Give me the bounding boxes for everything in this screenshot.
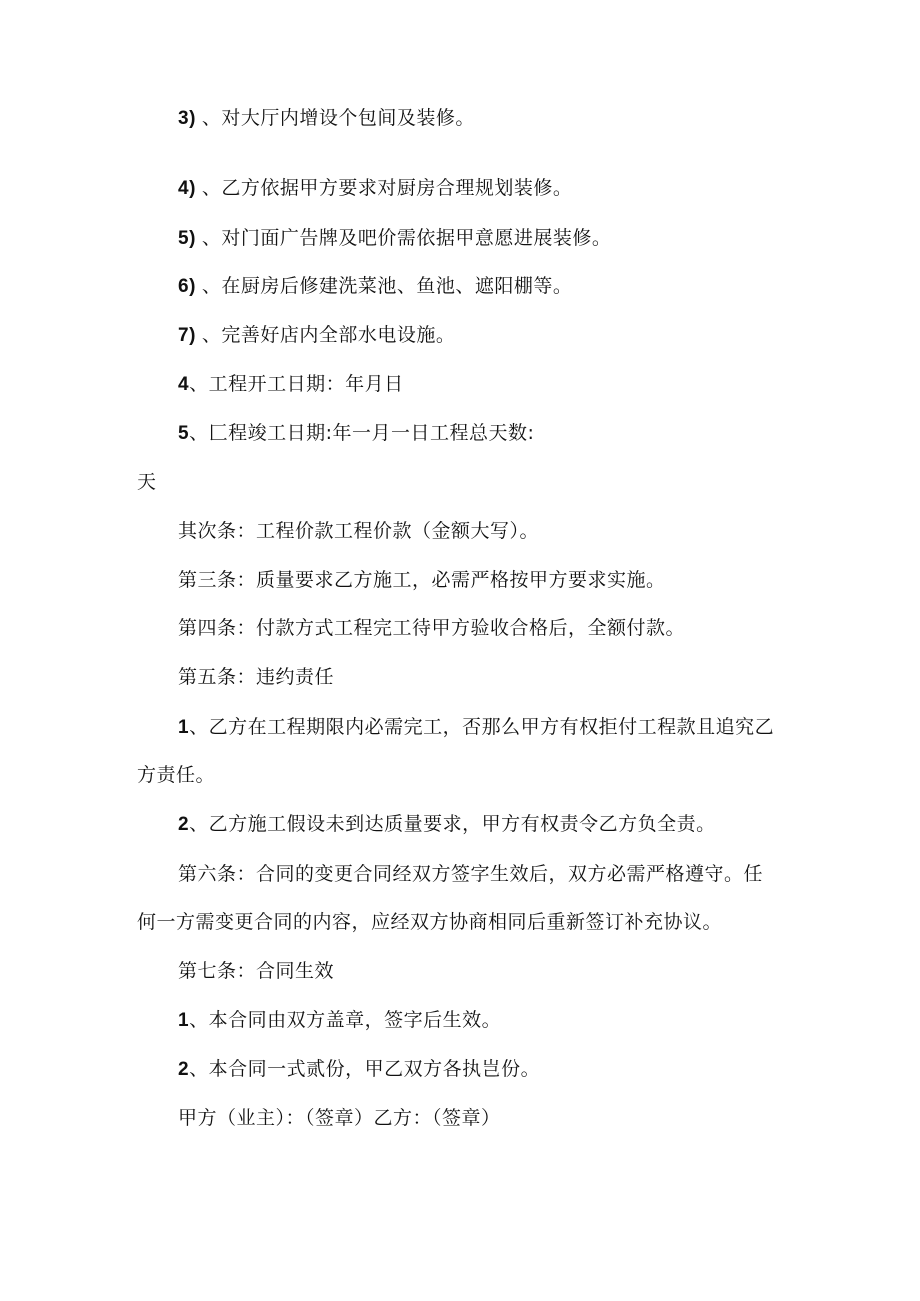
- sub-item-text: 、在厨房后修建洗菜池、鱼池、遮阳棚等。: [201, 275, 573, 297]
- sub-item-3: [178, 106, 475, 131]
- sub-item-number: 7): [178, 325, 196, 346]
- item-number: 4: [178, 374, 190, 395]
- sub-item-5: [178, 226, 611, 251]
- item-number: 1: [178, 1010, 190, 1031]
- item-text: 、工程开工日期：年月日: [189, 373, 404, 395]
- item-number: 2: [178, 1059, 190, 1080]
- article-5-item-1-wrap: 方责任。: [137, 764, 216, 786]
- article-6-line-2: 何一方需变更合同的内容，应经双方协商相同后重新签订补充协议。: [137, 911, 723, 933]
- end-date-line: [178, 421, 534, 446]
- start-date-line: [178, 372, 404, 397]
- sub-item-number: 4): [178, 178, 196, 199]
- sub-item-text: 、对大厅内增设个包间及装修。: [201, 107, 475, 129]
- article-5-item-2: [178, 812, 716, 837]
- article-2: 其次条：工程价款工程价款（金额大写）。: [178, 520, 540, 542]
- article-3: 第三条：质量要求乙方施工，必需严格按甲方要求实施。: [178, 569, 666, 591]
- article-5-item-1: [178, 715, 774, 740]
- item-number: 2: [178, 814, 190, 835]
- sub-item-6: [178, 274, 572, 299]
- item-text: 、乙方施工假设未到达质量要求，甲方有权责令乙方负全责。: [189, 813, 716, 835]
- item-text: 、本合同一式贰份，甲乙双方各执岂份。: [189, 1058, 541, 1080]
- sub-item-4: [178, 176, 572, 201]
- item-text: 、乙方在工程期限内必需完工，否那么甲方有权拒付工程款且追究乙: [189, 716, 775, 738]
- article-7-heading: 第七条：合同生效: [178, 960, 335, 982]
- sub-item-text: 、对门面广告牌及吧价需依据甲意愿进展装修。: [201, 227, 612, 249]
- article-6-line-1: 第六条：合同的变更合同经双方签字生效后，双方必需严格遵守。任: [178, 863, 764, 885]
- sub-item-number: 6): [178, 276, 196, 297]
- article-7-item-2: [178, 1057, 540, 1082]
- item-text: 、本合同由双方盖章，签字后生效。: [189, 1009, 502, 1031]
- signature-line: 甲方（业主）：（签章）乙方：（签章）: [178, 1107, 501, 1129]
- sub-item-text: 、完善好店内全部水电设施。: [201, 324, 456, 346]
- sub-item-7: [178, 323, 455, 348]
- item-number: 5: [178, 423, 190, 444]
- article-5-heading: 第五条：违约责任: [178, 666, 335, 688]
- end-date-wrap: 天: [137, 471, 157, 493]
- article-7-item-1: [178, 1008, 501, 1033]
- sub-item-text: 、乙方依据甲方要求对厨房合理规划装修。: [201, 177, 573, 199]
- sub-item-number: 3): [178, 108, 196, 129]
- sub-item-number: 5): [178, 228, 196, 249]
- item-number: 1: [178, 717, 190, 738]
- article-4: 第四条：付款方式工程完工待甲方验收合格后，全额付款。: [178, 617, 686, 639]
- item-text: 、匚程竣工日期:年一月一日工程总天数:: [189, 422, 535, 444]
